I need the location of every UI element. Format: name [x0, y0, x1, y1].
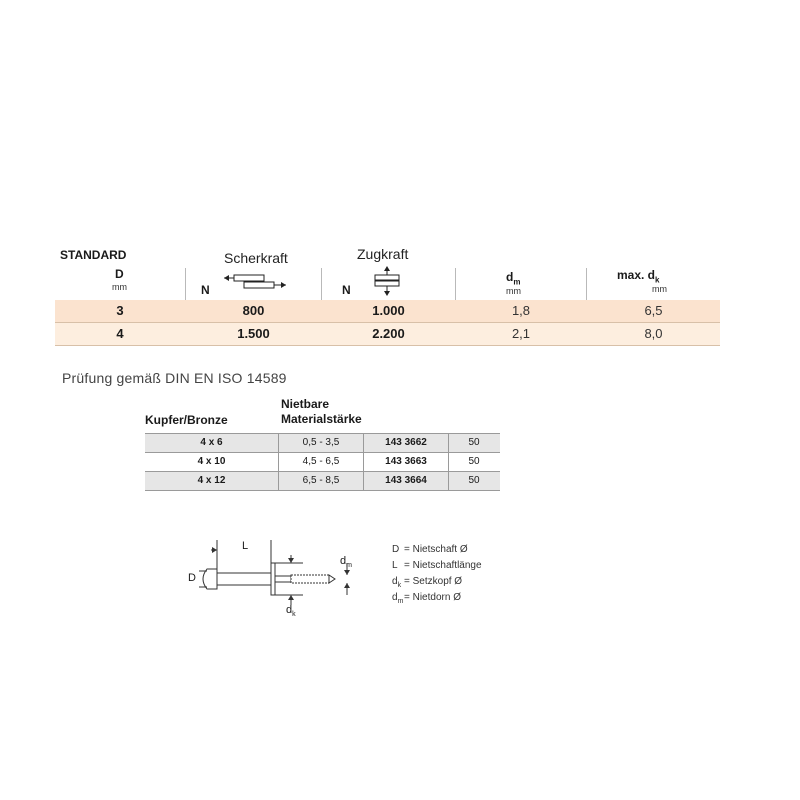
cell-scherkraft: 800 [242, 303, 265, 318]
length-label: L [242, 540, 249, 552]
cell-size: 4 x 10 [197, 456, 226, 467]
legend-symbol: D [392, 544, 400, 555]
rivet-diagram [185, 535, 375, 630]
cell-zugkraft: 2.200 [372, 326, 405, 341]
legend-subscript: k [397, 582, 402, 589]
legend-item [392, 544, 468, 555]
cell-range: 0,5 - 3,5 [302, 437, 340, 448]
col-scherkraft-header [186, 248, 321, 300]
cell-dk: 6,5 [644, 303, 663, 318]
table-row [55, 323, 720, 346]
cell-zugkraft: 1.000 [372, 303, 405, 318]
dk-label [617, 268, 659, 284]
diameter-label: D [188, 572, 196, 584]
scherkraft-label: Scherkraft [224, 250, 288, 266]
col-d-header [55, 248, 185, 300]
dm-subscript: m [346, 562, 352, 570]
cell-dk: 8,0 [644, 326, 663, 341]
article-table [145, 395, 500, 491]
cell-quantity: 50 [468, 456, 480, 467]
dm-symbol: d [506, 270, 514, 284]
table-row [145, 453, 500, 472]
table-row [55, 300, 720, 323]
legend-symbol: L [392, 560, 398, 571]
table-row [145, 472, 500, 491]
table-title: STANDARD [60, 248, 127, 262]
shear-force-icon [224, 272, 288, 292]
dk-diagram-label [286, 604, 296, 618]
legend-subscript: m [397, 598, 404, 605]
strength-table-header [55, 248, 720, 300]
cell-d: 3 [116, 303, 124, 318]
cell-quantity: 50 [468, 475, 480, 486]
dk-symbol: max. d [617, 268, 656, 282]
zugkraft-unit: N [342, 283, 351, 297]
legend-item [392, 592, 461, 605]
legend-text: = Nietdorn Ø [404, 592, 461, 603]
zugkraft-label: Zugkraft [357, 246, 409, 262]
dk-subscript: k [655, 275, 660, 285]
cell-dm: 2,1 [511, 326, 531, 341]
col-dm-header [456, 248, 586, 300]
tensile-force-icon [372, 265, 402, 299]
d-unit: mm [112, 282, 127, 292]
cell-d: 4 [116, 326, 124, 341]
article-table-header [145, 395, 500, 433]
dm-diagram-label [340, 555, 352, 569]
cell-dm: 1,8 [511, 303, 531, 318]
cell-quantity: 50 [468, 437, 480, 448]
cell-range: 6,5 - 8,5 [302, 475, 340, 486]
dm-unit: mm [506, 286, 521, 296]
material-header: Kupfer/Bronze [145, 413, 228, 427]
test-standard-note: Prüfung gemäß DIN EN ISO 14589 [62, 370, 287, 386]
cell-scherkraft: 1.500 [237, 326, 270, 341]
d-label: D [115, 267, 124, 281]
dk-unit: mm [652, 284, 667, 294]
dm-label [506, 270, 520, 286]
dm-subscript: m [513, 277, 521, 287]
dm-symbol: d [340, 555, 347, 567]
legend-text: = Setzkopf Ø [404, 576, 463, 587]
thickness-header-line1: Nietbare [281, 397, 330, 411]
cell-size: 4 x 6 [200, 437, 223, 448]
legend-item [392, 560, 482, 571]
col-dk-header [587, 248, 720, 300]
cell-article-number: 143 3663 [385, 456, 427, 467]
thickness-header-line2: Materialstärke [281, 412, 362, 426]
dk-symbol: d [286, 604, 293, 616]
scherkraft-unit: N [201, 283, 210, 297]
cell-article-number: 143 3664 [385, 475, 427, 486]
legend-item [392, 576, 462, 589]
col-zugkraft-header [322, 248, 455, 300]
legend-symbol: d [392, 576, 398, 587]
legend-text: = Nietschaft Ø [404, 544, 468, 555]
legend-text: = Nietschaftlänge [404, 560, 482, 571]
cell-article-number: 143 3662 [385, 437, 427, 448]
cell-size: 4 x 12 [197, 475, 226, 486]
legend-symbol: d [392, 592, 398, 603]
cell-range: 4,5 - 6,5 [302, 456, 340, 467]
table-row [145, 433, 500, 453]
strength-table [55, 248, 720, 346]
dk-subscript: k [292, 611, 296, 619]
